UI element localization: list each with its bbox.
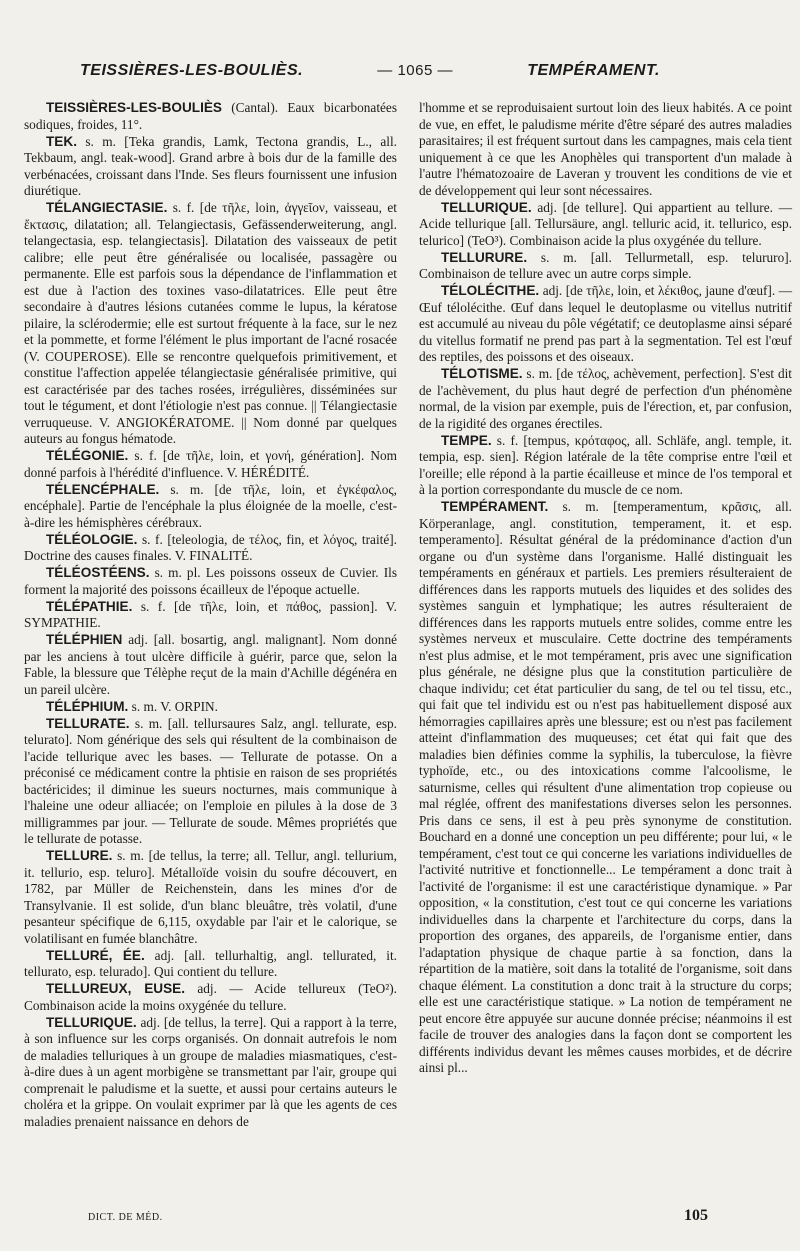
dictionary-entry bbox=[24, 100, 397, 133]
entry-definition: s. m. [Teka grandis, Lamk, Tectona grandis, L., all. Tekbaum, angl. teak-wood]. Grand arbre à bois dur de la famille des verbénacées, croissant dans l'Inde. Ses fleurs fournissent une infusion diurétique. bbox=[24, 133, 397, 198]
dictionary-entry bbox=[24, 482, 397, 532]
entry-definition: adj. [de tellure]. Qui appartient au tellure. — Acide tellurique [all. Tellursäure, angl. telluric acid, it. tellurico, esp. telurico] (TeO³). Combinaison acide la plus oxygénée du tellure. bbox=[419, 199, 792, 248]
entry-headword: TÉLÉOSTÉENS. bbox=[46, 565, 150, 580]
dictionary-entry bbox=[419, 499, 792, 1077]
entry-headword: TELLUREUX, EUSE. bbox=[46, 981, 185, 996]
entry-headword: TEISSIÈRES-LES-BOULIÈS bbox=[46, 100, 222, 115]
entry-headword: TÉLÉPHIEN bbox=[46, 632, 123, 647]
right-column bbox=[419, 100, 792, 1131]
running-header bbox=[80, 62, 660, 80]
entry-headword: TÉLANGIECTASIE. bbox=[46, 200, 168, 215]
entry-definition: adj. [de tellus, la terre]. Qui a rapport à la terre, à son influence sur les corps organisés. On donnait autrefois le nom de maladies telluriques à un groupe de maladies miasmatiques, c'est-à-dire dues à un agent morbigène se transmettant par l'air, groupe qui comprenait le paludisme et la suette, et aussi pour certains auteurs le choléra et la grippe. On voulait exprimer par là que les agents de ces maladies prenaient naissance en dehors de bbox=[24, 1014, 397, 1129]
header-page-number: — 1065 — bbox=[377, 62, 453, 79]
dictionary-entry bbox=[24, 1015, 397, 1131]
entry-headword: TÉLÉGONIE. bbox=[46, 448, 129, 463]
footer-sheet-number: 105 bbox=[684, 1207, 708, 1224]
dictionary-entry bbox=[24, 532, 397, 565]
dictionary-entry bbox=[419, 100, 792, 199]
entry-headword: TÉLÉPATHIE. bbox=[46, 598, 133, 614]
entry-definition: s. m. [all. Tellurmetall, esp. telururo]. Combinaison de tellure avec un autre corps simple. bbox=[419, 249, 792, 281]
entry-definition: s. f. [de τῆλε, loin, et πάθος, passion]. V. SYMPATHIE. bbox=[24, 598, 397, 630]
entry-definition: s. m. [all. tellursaures Salz, angl. tellurate, esp. telurato]. Nom générique des sels qui résultent de la combinaison de l'acide tellurique avec les bases. — Tellurate de potasse. On a préconisé ce médicament contre la phtisie en raison de ses propriétés bactéricides; il diminue les sueurs nocturnes, mais communique à l'haleine une odeur alliacée; on l'emploie en pilules à la dose de 3 milligrammes par jour. — Tellurate de soude. Mêmes propriétés que le tellurate de potasse. bbox=[24, 715, 397, 846]
entry-headword: TÉLOLÉCITHE. bbox=[441, 283, 540, 298]
dictionary-entry bbox=[24, 699, 397, 716]
entry-headword: TÉLÉOLOGIE. bbox=[46, 531, 138, 547]
entry-definition: s. f. [de τῆλε, loin, et γονή, génération]. Nom donné parfois à l'hérédité d'influence. V. HÉRÉDITÉ. bbox=[24, 448, 397, 480]
entry-headword: TÉLÉPHIUM. bbox=[46, 698, 129, 714]
dictionary-entry bbox=[24, 632, 397, 698]
entry-headword: TELLURATE. bbox=[46, 715, 130, 731]
dictionary-entry bbox=[24, 716, 397, 848]
entry-headword: TELLURIQUE. bbox=[441, 199, 532, 215]
entry-headword: TELLURURE. bbox=[441, 249, 528, 265]
dictionary-entry bbox=[24, 948, 397, 981]
entry-headword: TEMPE. bbox=[441, 432, 492, 448]
dictionary-entry bbox=[24, 599, 397, 632]
dictionary-entry bbox=[24, 134, 397, 200]
entry-definition: adj. [all. bosartig, angl. malignant]. Nom donné par les anciens à tout ulcère difficile à guérir, parce que, selon la Fable, la blessure que Télèphe reçut de la main d'Achille dégénéra en un pareil ulcère. bbox=[24, 632, 397, 697]
dictionary-entry bbox=[24, 981, 397, 1014]
entry-definition: adj. — Acide tellureux (TeO²). Combinaison acide la moins oxygénée du tellure. bbox=[24, 981, 397, 1013]
entry-definition: (Cantal). Eaux bicarbonatées sodiques, froides, 11°. bbox=[24, 100, 397, 132]
entry-definition: s. m. [de τῆλε, loin, et ἐγκέφαλος, encéphale]. Partie de l'encéphale la plus éloignée de la moelle, c'est-à-dire les hémisphères cérébraux. bbox=[24, 481, 397, 530]
header-left-guideword: TEISSIÈRES-LES-BOULIÈS. bbox=[80, 62, 304, 79]
entry-headword: TELLURE. bbox=[46, 848, 113, 863]
entry-definition: l'homme et se reproduisaient surtout loin des lieux habités. A ce point de vue, en effet, le paludisme mérite d'être séparé des autres maladies parasitaires; il est fréquent surtout dans les campagnes, mais cela tient uniquement à ce que les Anophèles qui transportent d'un malade à l'autre l'hématozoaire de Laveran y trouvent les conditions de vie et de développement qui leur sont nécessaires. bbox=[419, 100, 792, 198]
left-column bbox=[24, 100, 397, 1131]
dictionary-entry bbox=[24, 448, 397, 481]
dictionary-entry bbox=[419, 283, 792, 366]
entry-headword: TELLURIQUE. bbox=[46, 1014, 137, 1030]
two-column-body bbox=[24, 100, 792, 1131]
dictionary-entry bbox=[24, 200, 397, 448]
entry-headword: TEK. bbox=[46, 133, 77, 149]
dictionary-entry bbox=[419, 366, 792, 432]
entry-definition: s. m. V. ORPIN. bbox=[128, 698, 218, 714]
header-right-guideword: TEMPÉRAMENT. bbox=[527, 62, 660, 79]
entry-headword: TELLURÉ, ÉE. bbox=[46, 947, 145, 963]
entry-headword: TÉLOTISME. bbox=[441, 366, 523, 381]
entry-definition: adj. [all. tellurhaltig, angl. tellurated, it. tellurato, esp. telurado]. Qui contient du tellure. bbox=[24, 947, 397, 979]
dictionary-entry bbox=[24, 848, 397, 947]
entry-definition: s. f. [teleologia, de τέλος, fin, et λόγος, traité]. Doctrine des causes finales. V. FINALITÉ. bbox=[24, 531, 397, 563]
entry-definition: s. m. pl. Les poissons osseux de Cuvier. Ils forment la majorité des poissons écailleux de l'époque actuelle. bbox=[24, 565, 397, 597]
entry-definition: s. m. [de tellus, la terre; all. Tellur, angl. tellurium, it. tellurio, esp. teluro]. Métalloïde voisin du soufre découvert, en 1782, par Müller de Reichenstein, dans les mines d'or de Transylvanie. Il est solide, d'un blanc bleuâtre, très volatil, d'une pesanteur spécifique de 6,115, oxydable par l'air et le calorique, se volatilisant en fumée blanchâtre. bbox=[24, 848, 397, 946]
dictionary-entry bbox=[419, 250, 792, 283]
entry-definition: s. f. [tempus, κρόταφος, all. Schläfe, angl. temple, it. tempia, esp. sien]. Région latérale de la tête comprise entre l'œil et l'oreille; elle répond à la partie écailleuse et mince de l'os temporal et à la portion correspondante du muscle de ce nom. bbox=[419, 432, 792, 497]
entry-definition: s. m. [temperamentum, κρᾶσις, all. Körperanlage, angl. constitution, temperament, it. et esp. temperamento]. Résultat général de la prédominance d'action d'un organe ou d'un système dans l'organisme. Hallé distinguait les tempéraments en généraux et partiels. Les premiers résulteraient de différences dans les rapports mutuels des liquides et des solides des systèmes sanguin et lymphatique; les autres résulteraient de différences dans les rapports mutuels entre solides, comme entre les systèmes nerveux et musculaire. Cette doctrine des tempéraments n'est plus admise, et le mot tempérament, pris avec une signification plus générale, ne désigne plus que la constitution particulière de chaque individu; cet état particulier du sang, de tel ou tel tissu, etc., qui fait que tel individu est ou n'est pas habituellement disposé aux hémorragies capillaires après une blessure; est ou n'est pas facilement atteint d'inflammation des muqueuses; cet état qui fait que des maladies bien définies comme la syphilis, la tuberculose, la fièvre typhoïde, etc., ou des intoxications comme l'alcoolisme, le saturnisme, celles qui résultent d'une alimentation trop copieuse ou mal réglée, offrent des manifestations diverses selon les personnes. Pris dans ce sens, il est à peu près synonyme de constitution. Bouchard en a donné une conception un peu différente; pour lui, « le tempérament, c'est tout ce qui concerne les variations individuelles de l'activité nutritive et fonctionnelle... Le tempérament a donc trait à l'activité de l'organisme: il est une caractéristique dynamique. » Par opposition, « la constitution, c'est tout ce qui concerne les variations individuelles dans la charpente et l'architecture du corps, dans la proportion des organes, des appareils, de l'organisme entier, dans l'adaptation physique de chaque partie à sa fonction, dans la répartition de la matière, soit dans la totalité de l'organisme, soit dans chaque élément. La constitution a donc trait à la structure du corps; elle est une caractéristique statique. » La notion de tempérament ne peut encore être appuyée sur aucune donnée précise; néanmoins il est facile de trouver des analogies dans la façon dont se comportent les différents individus devant les mêmes causes morbides, et de décrire ainsi pl... bbox=[419, 499, 792, 1075]
entry-headword: TÉLENCÉPHALE. bbox=[46, 481, 160, 497]
dictionary-entry bbox=[24, 565, 397, 598]
dictionary-entry bbox=[419, 200, 792, 250]
footer-signature: DICT. DE MÉD. bbox=[88, 1212, 163, 1223]
entry-definition: adj. [de τῆλε, loin, et λέκιθος, jaune d'œuf]. — Œuf télolécithe. Œuf dans lequel le deutoplasme ou vitellus nutritif est accumulé au niveau du pôle végétatif; ce deutoplasme ainsi séparé du vitellus formatif ne prend pas part à la segmentation. Tel est l'œuf des reptiles, des poissons et des oiseaux. bbox=[419, 283, 792, 364]
entry-headword: TEMPÉRAMENT. bbox=[441, 499, 549, 514]
dictionary-entry bbox=[419, 433, 792, 499]
entry-definition: s. m. [de τέλος, achèvement, perfection]. S'est dit de l'achèvement, du plus haut degré de perfection d'un phénomène normal, de la vision par exemple, puis de l'érection, et, par confusion, de la rigidité des organes érectiles. bbox=[419, 366, 792, 431]
entry-definition: s. f. [de τῆλε, loin, ἀγγεῖον, vaisseau, et ἔκτασις, dilatation; all. Telangiectasis, Gefässenderweiterung, angl. telangectasia, esp. telangiectasis]. Dilatation des vaisseaux de petit calibre; elle peut être généralisée ou localisée, passagère ou permanente. Elle est parfois sous la dépendance de l'inflammation et est due à l'action des toxines vaso-dilatatrices. Elle peut être secondaire à d'autres lésions cutanées comme le lupus, la kératose pilaire, la sclérodermie; elle est surtout fréquente à la face, sur le nez et la pommette, et forme l'élément le plus important de l'acné rosacée (V. COUPEROSE). Elle se rencontre quelquefois primitivement, et constitue l'affection appelée télangiectasie généralisée primitive, qui est caractérisée par des taches rosées, irrégulières, disséminées sur tout le tégument, et dont l'étiologie n'est pas connue. || Télangiectasie verruqueuse. V. ANGIOKÉRATOME. || Nom donné par quelques auteurs au fongus hématode. bbox=[24, 200, 397, 446]
